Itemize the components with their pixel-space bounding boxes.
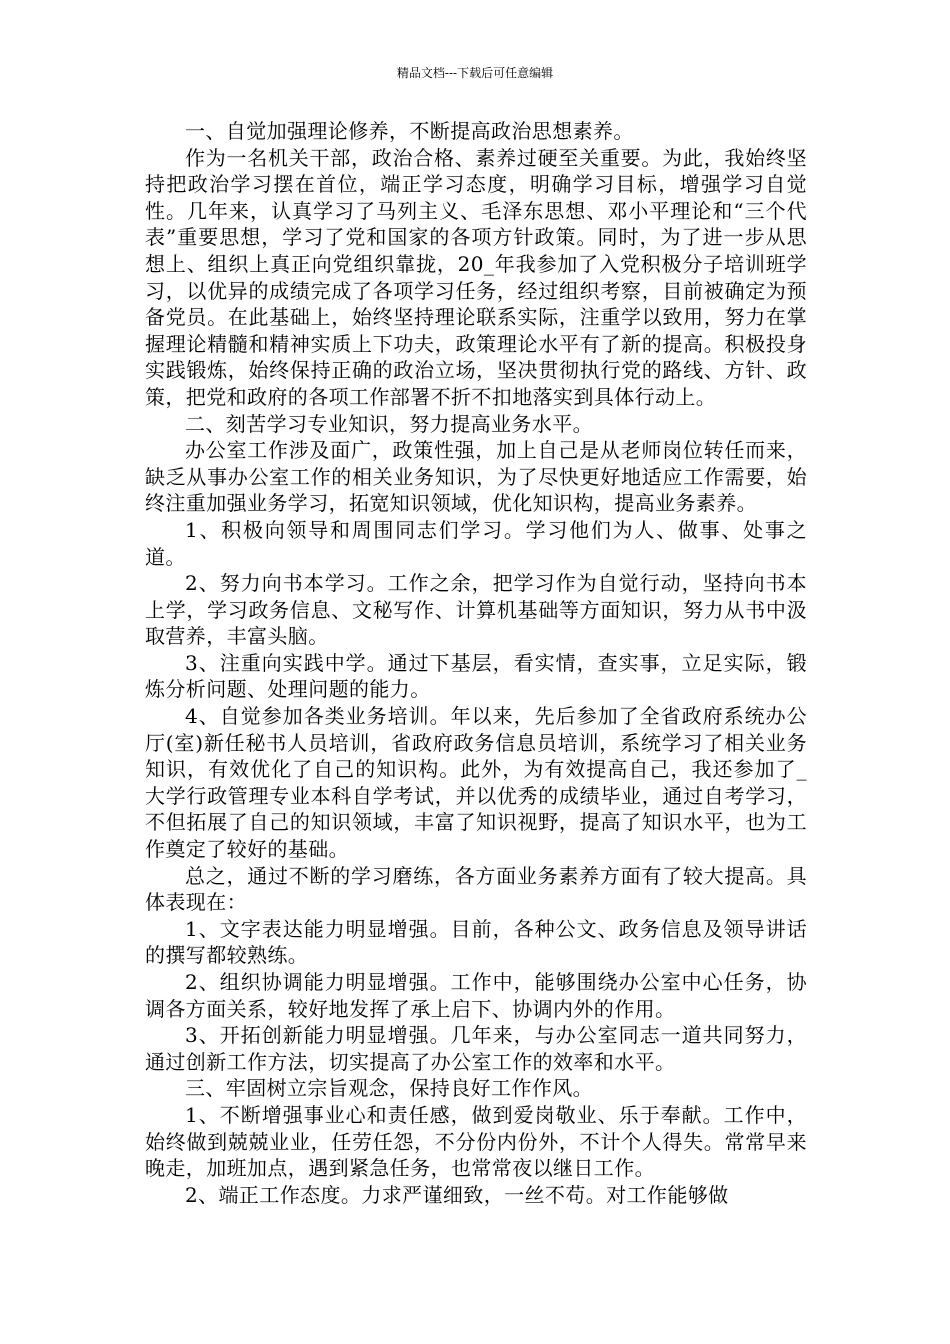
list-item: 4、自觉参加各类业务培训。年以来，先后参加了全省政府系统办公厅(室)新任秘书人员培训，省政府政务信息员培训，系统学习了相关业务知识，有效优化了自己的知识构。此外，为有效提高自己，我还参加了_大学行政管理专业本科自学考试，并以优秀的成绩毕业，通过自考学习，不但拓展了自己的知识领域，丰富了知识视野，提高了知识水平，也为工作奠定了较好的基础。 (145, 704, 807, 862)
list-item: 2、努力向书本学习。工作之余，把学习作为自觉行动，坚持向书本上学，学习政务信息、文秘写作、计算机基础等方面知识，努力从书中汲取营养，丰富头脑。 (145, 571, 807, 649)
document-body (145, 118, 807, 1208)
section-heading: 三、牢固树立宗旨观念，保持良好工作作风。 (185, 1076, 593, 1101)
list-item: 1、积极向领导和周围同志们学习。学习他们为人、做事、处事之道。 (145, 517, 807, 569)
list-item: 1、不断增强事业心和责任感，做到爱岗敬业、乐于奉献。工作中，始终做到兢兢业业，任劳任怨，不分份内份外，不计个人得失。常常早来晚走，加班加点，遇到紧急任务，也常常夜以继日工作。 (145, 1102, 807, 1181)
paragraph: 总之，通过不断的学习磨练，各方面业务素养方面有了较大提高。具体表现在： (145, 863, 807, 915)
list-item: 1、文字表达能力明显增强。目前，各种公文、政务信息及领导讲话的撰写都较熟练。 (145, 916, 807, 968)
paragraph: 作为一名机关干部，政治合格、素养过硬至关重要。为此，我始终坚持把政治学习摆在首位，端正学习态度，明确学习目标，增强学习自觉性。几年来，认真学习了马列主义、毛泽东思想、邓小平理论和“三个代表”重要思想，学习了党和国家的各项方针政策。同时，为了进一步从思想上、组织上真正向党组织靠拢，20_年我参加了入党积极分子培训班学习，以优异的成绩完成了各项学习任务，经过组织考察，目前被确定为预备党员。在此基础上，始终坚持理论联系实际，注重学以致用，努力在掌握理论精髓和精神实质上下功夫，政策理论水平有了新的提高。积极投身实践锻炼，始终保持正确的政治立场，坚决贯彻执行党的路线、方针、政策，把党和政府的各项工作部署不折不扣地落实到具体行动上。 (145, 145, 807, 409)
list-item: 3、注重向实践中学。通过下基层，看实情，查实事，立足实际，锻炼分析问题、处理问题的能力。 (145, 650, 807, 702)
section-heading: 二、刻苦学习专业知识，努力提高业务水平。 (185, 411, 593, 436)
page-header: 精品文档---下载后可任意编辑 (396, 66, 554, 80)
paragraph: 办公室工作涉及面广，政策性强，加上自己是从老师岗位转任而来，缺乏从事办公室工作的相关业务知识，为了尽快更好地适应工作需要，始终注重加强业务学习，拓宽知识领域，优化知识构，提高业务素养。 (145, 438, 807, 516)
section-heading: 一、自觉加强理论修养，不断提高政治思想素养。 (185, 119, 634, 143)
list-item: 2、组织协调能力明显增强。工作中，能够围绕办公室中心任务，协调各方面关系，较好地发挥了承上启下、协调内外的作用。 (145, 970, 807, 1021)
list-item: 3、开拓创新能力明显增强。几年来，与办公室同志一道共同努力，通过创新工作方法，切实提高了办公室工作的效率和水平。 (145, 1023, 807, 1074)
list-item: 2、端正工作态度。力求严谨细致，一丝不苟。对工作能够做 (185, 1182, 729, 1207)
